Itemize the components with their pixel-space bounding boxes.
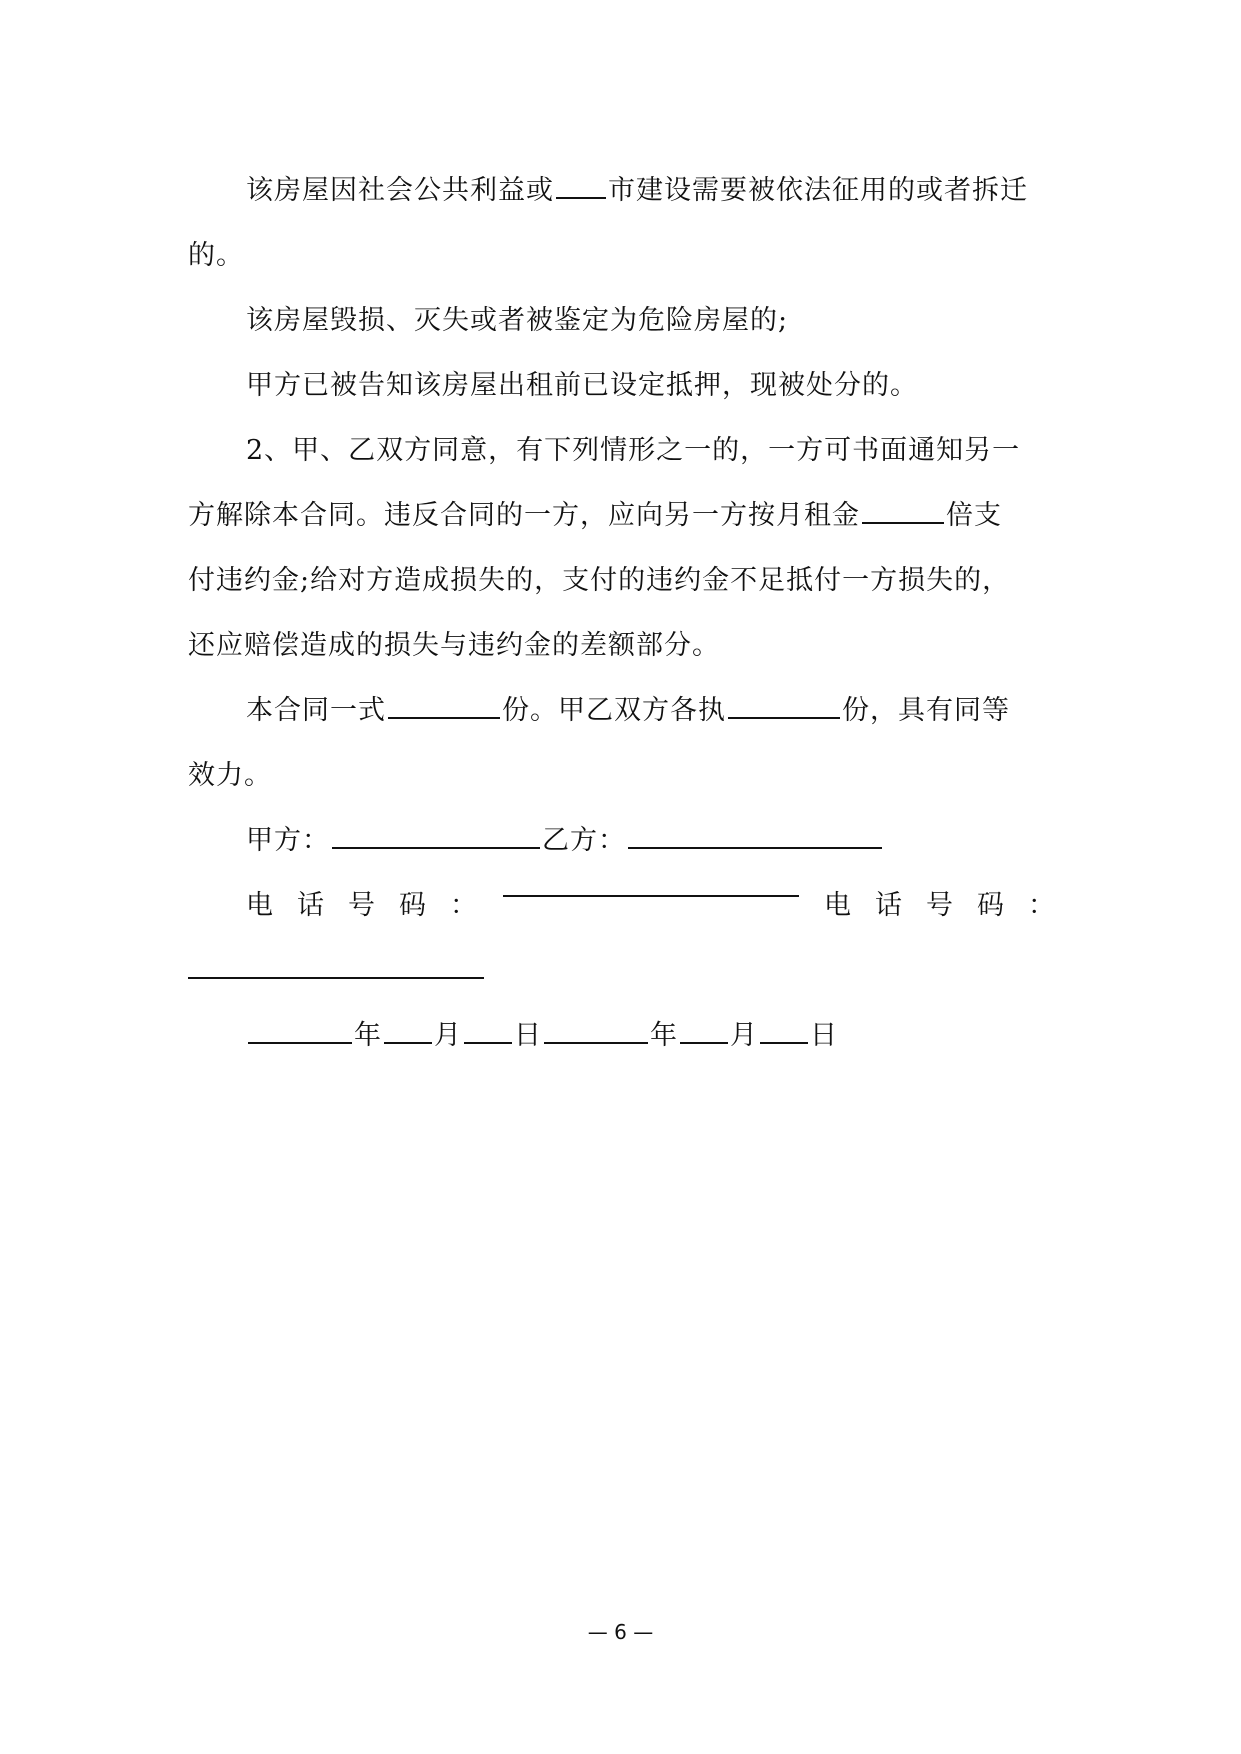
month-field bbox=[384, 1020, 432, 1044]
phone-b-line bbox=[188, 938, 1056, 1003]
text: 市建设需要被依法征用的或者拆迁 bbox=[608, 175, 1028, 206]
year-field bbox=[248, 1020, 352, 1044]
text: 方解除本合同。违反合同的一方，应向另一方按月租金 bbox=[188, 500, 860, 531]
phone-label-char: ： bbox=[450, 890, 478, 921]
paragraph-line bbox=[188, 483, 1056, 548]
phone-label-char: 话 bbox=[297, 890, 325, 921]
page-number: — 6 — bbox=[587, 1620, 654, 1644]
party-b-field bbox=[628, 825, 882, 849]
day-label: 日 bbox=[810, 1020, 838, 1051]
text: 甲方已被告知该房屋出租前已设定抵押，现被处分的。 bbox=[246, 370, 918, 401]
blank-field bbox=[728, 695, 840, 719]
month-label: 月 bbox=[730, 1020, 758, 1051]
day-label: 日 bbox=[514, 1020, 542, 1051]
text: 效力。 bbox=[188, 760, 272, 791]
day-field bbox=[760, 1020, 808, 1044]
paragraph-line bbox=[188, 613, 1056, 678]
text: 该房屋毁损、灭失或者被鉴定为危险房屋的; bbox=[246, 305, 789, 336]
paragraph-line bbox=[188, 743, 1056, 808]
month-label: 月 bbox=[434, 1020, 462, 1051]
paragraph-line bbox=[188, 223, 1056, 288]
blank-field bbox=[388, 695, 500, 719]
phone-a-field bbox=[503, 873, 799, 897]
text: 2、甲、乙双方同意，有下列情形之一的，一方可书面通知另一 bbox=[246, 435, 1021, 466]
text: 份，具有同等 bbox=[842, 695, 1010, 726]
phone-label-char: 话 bbox=[875, 890, 903, 921]
paragraph-line bbox=[188, 418, 1056, 483]
phone-label-char: 码 bbox=[399, 890, 427, 921]
date-row bbox=[188, 1003, 1056, 1068]
paragraph-line bbox=[188, 288, 1056, 353]
party-a-label: 甲方： bbox=[246, 825, 330, 856]
day-field bbox=[464, 1020, 512, 1044]
year-label: 年 bbox=[354, 1020, 382, 1051]
party-b-label: 乙方： bbox=[542, 825, 626, 856]
phone-row bbox=[188, 873, 1056, 938]
phone-label-char: 码 bbox=[977, 890, 1005, 921]
text: 本合同一式 bbox=[246, 695, 386, 726]
text: 付违约金;给对方造成损失的，支付的违约金不足抵付一方损失的， bbox=[188, 565, 1011, 596]
party-a-field bbox=[332, 825, 540, 849]
year-field bbox=[544, 1020, 648, 1044]
paragraph-line bbox=[188, 158, 1056, 223]
blank-field bbox=[556, 175, 606, 199]
paragraph-line bbox=[188, 678, 1056, 743]
phone-label-char: 电 bbox=[246, 890, 274, 921]
text: 的。 bbox=[188, 240, 244, 271]
blank-field bbox=[862, 500, 944, 524]
month-field bbox=[680, 1020, 728, 1044]
text: 倍支 bbox=[946, 500, 1002, 531]
phone-label-char: 电 bbox=[824, 890, 852, 921]
phone-label-char: ： bbox=[1028, 890, 1056, 921]
signature-parties bbox=[188, 808, 1056, 873]
document-body bbox=[188, 158, 1056, 1068]
paragraph-line bbox=[188, 353, 1056, 418]
phone-label-char: 号 bbox=[348, 890, 376, 921]
text: 还应赔偿造成的损失与违约金的差额部分。 bbox=[188, 630, 720, 661]
phone-label-char: 号 bbox=[926, 890, 954, 921]
paragraph-line bbox=[188, 548, 1056, 613]
text: 该房屋因社会公共利益或 bbox=[246, 175, 554, 206]
year-label: 年 bbox=[650, 1020, 678, 1051]
phone-b-field bbox=[188, 955, 484, 979]
text: 份。甲乙双方各执 bbox=[502, 695, 726, 726]
